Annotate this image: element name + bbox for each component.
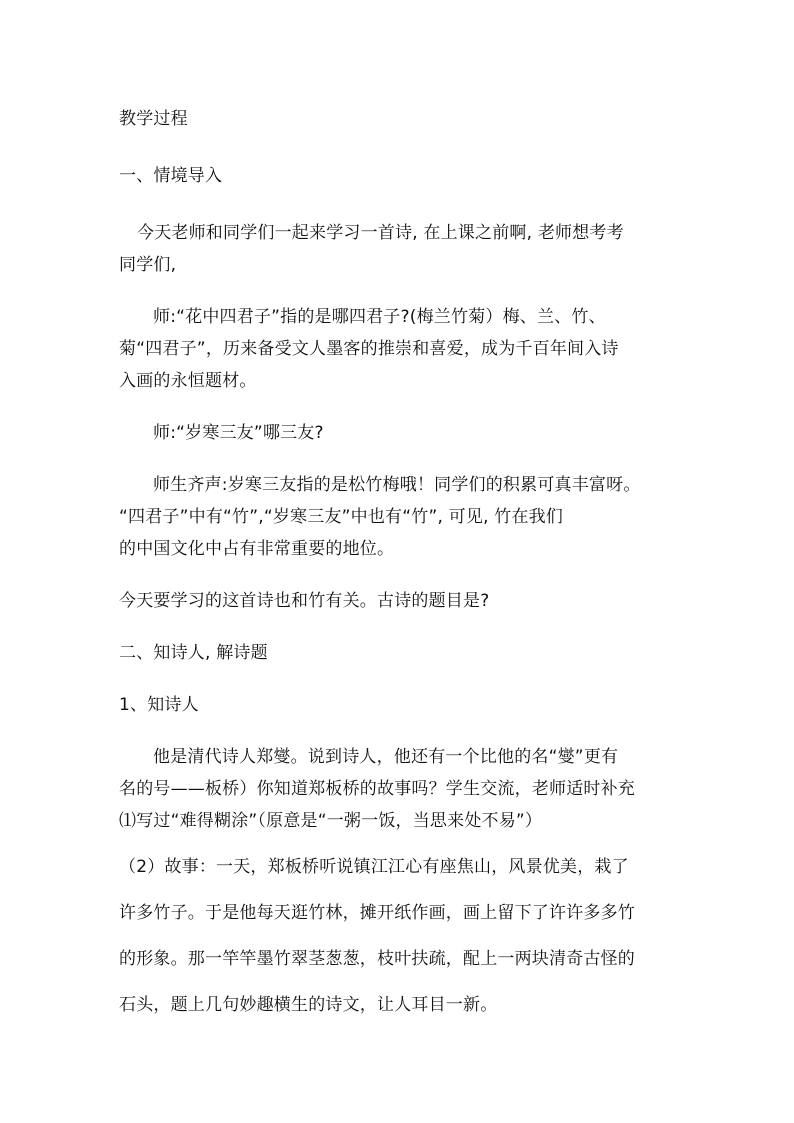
section-heading-1: 一、情境导入 [119, 166, 223, 186]
paragraph-line: 的中国文化中占有非常重要的地位。 [119, 539, 395, 559]
paragraph-line: 许多竹子。于是他每天逛竹林，摊开纸作画，画上留下了许许多多竹 [119, 903, 635, 923]
paragraph-line: ⑴写过“难得糊涂”（原意是“一粥一饭，当思来处不易”） [119, 811, 543, 831]
paragraph-line: 名的号——板桥）你知道郑板桥的故事吗？学生交流，老师适时补充 [119, 779, 635, 799]
document-title: 教学过程 [119, 109, 188, 129]
paragraph-line: 入画的永恒题材。 [119, 371, 257, 391]
paragraph-line: 师生齐声:岁寒三友指的是松竹梅哦！同学们的积累可真丰富呀。 [153, 475, 641, 495]
intro-line-1: 今天老师和同学们一起来学习一首诗, 在上课之前啊, 老师想考考 [137, 223, 624, 243]
paragraph-line: 今天要学习的这首诗也和竹有关。古诗的题目是? [119, 591, 490, 611]
paragraph-line: 师:“花中四君子”指的是哪四君子?(梅兰竹菊）梅、兰、竹、 [153, 307, 606, 327]
intro-line-2: 同学们, [119, 255, 177, 275]
document-body [119, 103, 679, 1021]
paragraph-line: 石头，题上几句妙趣横生的诗文，让人耳目一新。 [119, 995, 498, 1015]
paragraph-line: “四君子”中有“竹”,“岁寒三友”中也有“竹”, 可见, 竹在我们 [119, 507, 564, 527]
paragraph-line: 的形象。那一竿竿墨竹翠茎葱葱，枝叶扶疏，配上一两块清奇古怪的 [119, 949, 635, 969]
paragraph-line: （2）故事：一天，郑板桥听说镇江江心有座焦山，风景优美，栽了 [119, 857, 629, 877]
section-heading-2: 二、知诗人, 解诗题 [119, 643, 268, 663]
paragraph-line: 菊“四君子”，历来备受文人墨客的推崇和喜爱，成为千百年间入诗 [119, 339, 619, 359]
subsection-heading: 1、知诗人 [119, 695, 199, 715]
paragraph-line: 他是清代诗人郑燮。说到诗人，他还有一个比他的名“燮”更有 [153, 747, 619, 767]
paragraph-line: 师:“岁寒三友”哪三友? [153, 423, 324, 443]
